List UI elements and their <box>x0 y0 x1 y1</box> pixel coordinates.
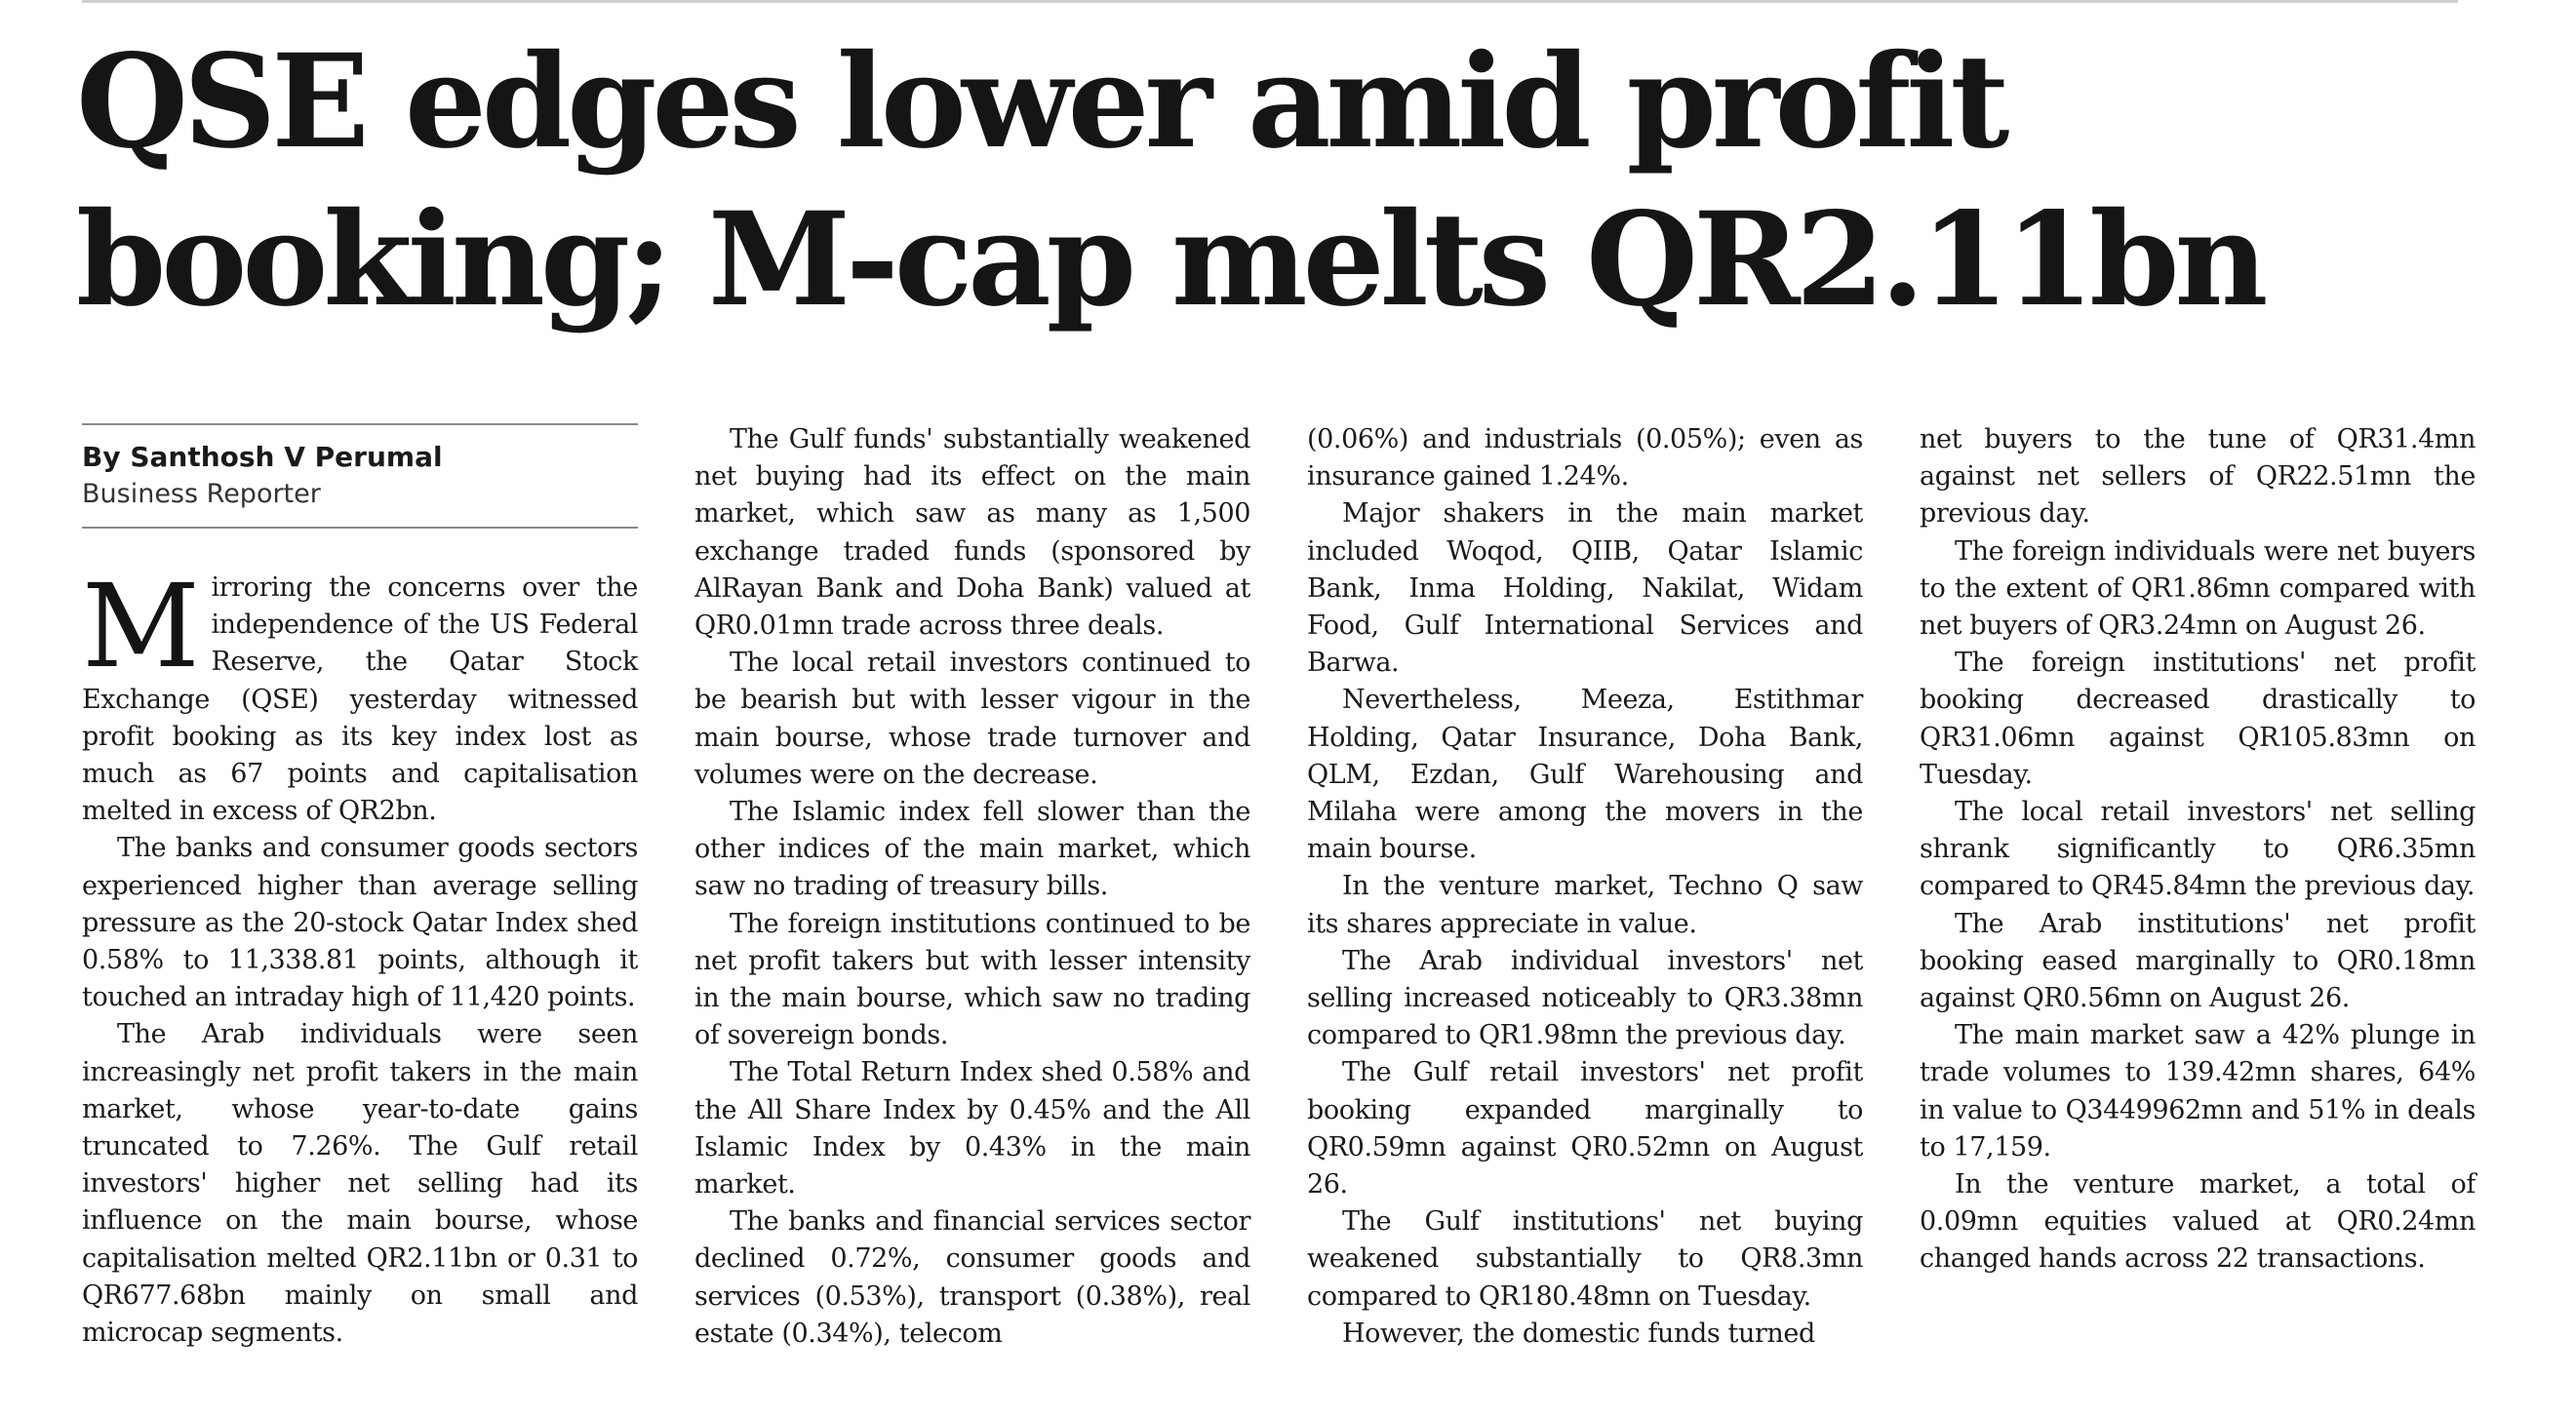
paragraph-continued: (0.06%) and industrials (0.05%); even as insurance gained 1.24%. <box>1307 424 1863 492</box>
author-role: Business Reporter <box>82 479 321 509</box>
paragraph: The Arab individual investors' net selling increased noticeably to QR3.38mn compared to QR1.98mn the previous day. <box>1307 945 1863 1051</box>
paragraph: The main market saw a 42% plunge in trade volumes to 139.42mn shares, 64% in value to Q3449962mn and 51% in deals to 17,159. <box>1920 1020 2476 1162</box>
paragraph: The Arab individuals were seen increasingly net profit takers in the main market, whose year-to-date gains truncated to 7.26%. The Gulf retail investors' higher net selling had its influence on the main bourse, whose capitalisation melted QR2.11bn or 0.31 to QR677.68bn mainly on small and microcap segments. <box>82 1019 638 1349</box>
headline-line-1: QSE edges lower amid profit <box>76 26 2005 177</box>
paragraph: Nevertheless, Meeza, Estithmar Holding, Qatar Insurance, Doha Bank, QLM, Ezdan, Gulf Warehousing and Milaha were among the movers in the main bourse. <box>1307 685 1863 865</box>
article-column-1 <box>82 559 638 1352</box>
paragraph: The foreign institutions' net profit booking decreased drastically to QR31.06mn against QR105.83mn on Tuesday. <box>1920 648 2476 790</box>
paragraph: However, the domestic funds turned <box>1342 1318 1815 1349</box>
paragraph: In the venture market, a total of 0.09mn equities valued at QR0.24mn changed hands across 22 transactions. <box>1920 1169 2476 1275</box>
article-column-4 <box>1920 421 2476 1279</box>
paragraph: The local retail investors' net selling shrank significantly to QR6.35mn compared to QR45.84mn the previous day. <box>1920 797 2476 902</box>
paragraph: The foreign institutions continued to be net profit takers but with lesser intensity in the main bourse, which saw no trading of sovereign bonds. <box>694 908 1250 1051</box>
paragraph: The local retail investors continued to be bearish but with lesser vigour in the main bourse, whose trade turnover and volumes were on the decrease. <box>694 648 1250 790</box>
paragraph: The banks and consumer goods sectors experienced higher than average selling pressure as the 20-stock Qatar Index shed 0.58% to 11,338.81 points, although it touched an intraday high of 11,420 points. <box>82 833 638 1013</box>
paragraph: The Gulf retail investors' net profit booking expanded marginally to QR0.59mn against QR0.52mn on August 26. <box>1307 1057 1863 1201</box>
paragraph: The Arab institutions' net profit booking eased marginally to QR0.18mn against QR0.56mn on August 26. <box>1920 908 2476 1014</box>
paragraph <box>82 559 638 830</box>
paragraph: The Total Return Index shed 0.58% and the All Share Index by 0.45% and the All Islamic Index by 0.43% in the main market. <box>694 1057 1250 1201</box>
paragraph: The Gulf institutions' net buying weakened substantially to QR8.3mn compared to QR180.48mn on Tuesday. <box>1307 1206 1863 1312</box>
byline <box>82 423 638 529</box>
paragraph-text: irroring the concerns over the independence of the US Federal Reserve, the Qatar Stock Exchange (QSE) yesterday witnessed profit booking as its key index lost as much as 67 points and capitalisation melted in excess of QR2bn. <box>82 572 638 827</box>
paragraph: The Gulf funds' substantially weakened net buying had its effect on the main market, which saw as many as 1,500 exchange traded funds (sponsored by AlRayan Bank and Doha Bank) valued at QR0.01mn trade across three deals. <box>694 424 1250 642</box>
paragraph: In the venture market, Techno Q saw its shares appreciate in value. <box>1307 871 1863 939</box>
paragraph: The Islamic index fell slower than the other indices of the main market, which saw no trading of treasury bills. <box>694 797 1250 902</box>
paragraph: Major shakers in the main market included Woqod, QIIB, Qatar Islamic Bank, Inma Holding, Nakilat, Widam Food, Gulf International Services and Barwa. <box>1307 498 1863 679</box>
paragraph: The banks and financial services sector declined 0.72%, consumer goods and services (0.53%), transport (0.38%), real estate (0.34%), telecom <box>694 1206 1250 1349</box>
headline <box>76 23 2515 339</box>
article-column-2 <box>694 421 1250 1353</box>
author-name: By Santhosh V Perumal <box>82 441 443 473</box>
top-rule <box>82 0 2458 3</box>
drop-cap: M <box>82 559 200 693</box>
headline-line-2: booking; M-cap melts QR2.11bn <box>76 184 2264 335</box>
paragraph: The foreign individuals were net buyers to the extent of QR1.86mn compared with net buyers of QR3.24mn on August 26. <box>1920 535 2476 642</box>
paragraph-continued: net buyers to the tune of QR31.4mn against net sellers of QR22.51mn the previous day. <box>1920 424 2476 530</box>
article-column-3 <box>1307 421 1863 1353</box>
